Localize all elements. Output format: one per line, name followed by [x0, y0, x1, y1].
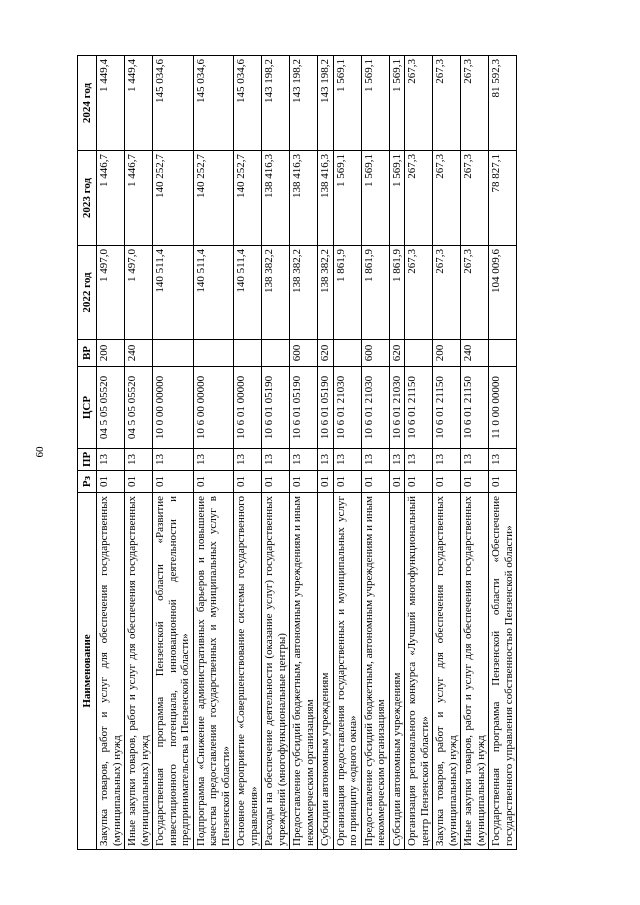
row-csr: 10 6 01 21030 [361, 367, 389, 449]
row-2024: 145 034,6 [193, 56, 234, 151]
row-2023: 1 446,7 [97, 151, 125, 246]
row-pr: 13 [234, 449, 262, 471]
row-rz: 01 [333, 471, 361, 493]
row-rz: 01 [361, 471, 389, 493]
row-vr [234, 340, 262, 367]
table-row [290, 56, 318, 850]
row-name: Иные закупки товаров, работ и услуг для обеспечения государственных (муниципальных) нужд [125, 493, 153, 850]
row-2024: 267,3 [461, 56, 489, 151]
row-vr: 620 [318, 340, 334, 367]
row-2024: 267,3 [433, 56, 461, 151]
row-2023: 138 416,3 [262, 151, 290, 246]
row-2022: 1 497,0 [97, 246, 125, 340]
row-pr: 13 [405, 449, 433, 471]
row-vr [333, 340, 361, 367]
table-row [333, 56, 361, 850]
table-row [234, 56, 262, 850]
row-vr: 200 [97, 340, 125, 367]
header-csr: ЦСР [78, 367, 97, 449]
row-2023: 140 252,7 [234, 151, 262, 246]
row-vr [262, 340, 290, 367]
row-vr: 620 [389, 340, 405, 367]
row-csr: 10 6 01 21030 [389, 367, 405, 449]
row-name: Основное мероприятие «Совершенствование системы государственного управления» [234, 493, 262, 850]
row-2022: 267,3 [433, 246, 461, 340]
row-2024: 1 449,4 [125, 56, 153, 151]
row-rz: 01 [405, 471, 433, 493]
row-rz: 01 [433, 471, 461, 493]
row-pr: 13 [97, 449, 125, 471]
row-pr: 13 [489, 449, 517, 471]
row-2023: 1 446,7 [125, 151, 153, 246]
table-row [389, 56, 405, 850]
row-2022: 140 511,4 [234, 246, 262, 340]
row-2023: 140 252,7 [193, 151, 234, 246]
row-name: Иные закупки товаров, работ и услуг для обеспечения государственных (муниципальных) нужд [461, 493, 489, 850]
row-csr: 10 6 01 05190 [262, 367, 290, 449]
table-row [489, 56, 517, 850]
row-rz: 01 [318, 471, 334, 493]
row-vr: 600 [361, 340, 389, 367]
table-row [193, 56, 234, 850]
row-vr: 200 [433, 340, 461, 367]
header-pr: ПР [78, 449, 97, 471]
row-2023: 78 827,1 [489, 151, 517, 246]
row-2024: 143 198,2 [290, 56, 318, 151]
row-pr: 13 [461, 449, 489, 471]
row-rz: 01 [461, 471, 489, 493]
row-csr: 10 6 01 05190 [318, 367, 334, 449]
table-row [361, 56, 389, 850]
row-2022: 138 382,2 [262, 246, 290, 340]
row-pr: 13 [318, 449, 334, 471]
row-vr: 240 [125, 340, 153, 367]
row-csr: 10 6 01 21150 [405, 367, 433, 449]
row-vr: 600 [290, 340, 318, 367]
row-2023: 267,3 [461, 151, 489, 246]
budget-table [77, 55, 517, 850]
row-pr: 13 [433, 449, 461, 471]
row-name: Расходы на обеспечение деятельности (оказание услуг) государственных учреждений (многофункциональные центры) [262, 493, 290, 850]
row-2022: 1 861,9 [361, 246, 389, 340]
row-csr: 10 0 00 00000 [153, 367, 194, 449]
row-csr: 04 5 05 05520 [125, 367, 153, 449]
table-row [153, 56, 194, 850]
header-2024: 2024 год [78, 56, 97, 151]
row-2022: 267,3 [405, 246, 433, 340]
row-pr: 13 [389, 449, 405, 471]
header-vr: ВР [78, 340, 97, 367]
row-2024: 81 592,3 [489, 56, 517, 151]
row-rz: 01 [290, 471, 318, 493]
row-csr: 11 0 00 00000 [489, 367, 517, 449]
row-name: Подпрограмма «Снижение административных барьеров и повышение качества предоставления государственных и муниципальных услуг в Пензенской области» [193, 493, 234, 850]
rotated-table-container [77, 56, 558, 850]
row-2024: 143 198,2 [262, 56, 290, 151]
row-2022: 140 511,4 [193, 246, 234, 340]
row-vr [405, 340, 433, 367]
header-2023: 2023 год [78, 151, 97, 246]
header-2022: 2022 год [78, 246, 97, 340]
row-csr: 04 5 05 05520 [97, 367, 125, 449]
row-vr [153, 340, 194, 367]
row-2024: 143 198,2 [318, 56, 334, 151]
row-rz: 01 [97, 471, 125, 493]
table-row [262, 56, 290, 850]
page-number: 60 [34, 446, 46, 458]
row-rz: 01 [389, 471, 405, 493]
row-2022: 1 861,9 [333, 246, 361, 340]
table-row [461, 56, 489, 850]
row-name: Субсидии автономным учреждениям [318, 493, 334, 850]
row-pr: 13 [125, 449, 153, 471]
row-vr [489, 340, 517, 367]
row-name: Предоставление субсидий бюджетным, автономным учреждениям и иным некоммерческим организациям [361, 493, 389, 850]
row-name: Государственная программа Пензенской области «Развитие инвестиционного потенциала, инновационной деятельности и предпринимательства в Пензенской области» [153, 493, 194, 850]
row-rz: 01 [193, 471, 234, 493]
row-name: Предоставление субсидий бюджетным, автономным учреждениям и иным некоммерческим организациям [290, 493, 318, 850]
row-2022: 138 382,2 [290, 246, 318, 340]
row-pr: 13 [193, 449, 234, 471]
row-2022: 140 511,4 [153, 246, 194, 340]
row-2024: 1 569,1 [389, 56, 405, 151]
row-rz: 01 [125, 471, 153, 493]
row-csr: 10 6 01 00000 [234, 367, 262, 449]
row-csr: 10 6 00 00000 [193, 367, 234, 449]
table-row [97, 56, 125, 850]
row-name: Субсидии автономным учреждениям [389, 493, 405, 850]
row-csr: 10 6 01 21030 [333, 367, 361, 449]
row-2023: 1 569,1 [389, 151, 405, 246]
row-2022: 1 861,9 [389, 246, 405, 340]
row-2022: 138 382,2 [318, 246, 334, 340]
row-vr: 240 [461, 340, 489, 367]
row-csr: 10 6 01 21150 [461, 367, 489, 449]
row-2023: 1 569,1 [361, 151, 389, 246]
row-rz: 01 [153, 471, 194, 493]
row-2023: 267,3 [433, 151, 461, 246]
row-name: Организация регионального конкурса «Лучший многофункциональный центр Пензенской области» [405, 493, 433, 850]
row-2024: 145 034,6 [234, 56, 262, 151]
header-name: Наименование [78, 493, 97, 850]
row-2024: 1 449,4 [97, 56, 125, 151]
row-name: Государственная программа Пензенской области «Обеспечение государственного управления собственностью Пензенской области» [489, 493, 517, 850]
row-csr: 10 6 01 05190 [290, 367, 318, 449]
row-2022: 1 497,0 [125, 246, 153, 340]
row-rz: 01 [489, 471, 517, 493]
header-rz: Рз [78, 471, 97, 493]
row-2024: 145 034,6 [153, 56, 194, 151]
row-pr: 13 [290, 449, 318, 471]
row-2024: 1 569,1 [333, 56, 361, 151]
row-2023: 1 569,1 [333, 151, 361, 246]
table-row [125, 56, 153, 850]
row-2024: 1 569,1 [361, 56, 389, 151]
row-pr: 13 [262, 449, 290, 471]
row-2022: 267,3 [461, 246, 489, 340]
table-row [318, 56, 334, 850]
row-rz: 01 [262, 471, 290, 493]
row-2023: 140 252,7 [153, 151, 194, 246]
row-pr: 13 [153, 449, 194, 471]
table-row [433, 56, 461, 850]
row-name: Организация предоставления государственных и муниципальных услуг по принципу «одного окна» [333, 493, 361, 850]
row-2024: 267,3 [405, 56, 433, 151]
row-2023: 138 416,3 [318, 151, 334, 246]
row-csr: 10 6 01 21150 [433, 367, 461, 449]
row-2022: 104 009,6 [489, 246, 517, 340]
row-name: Закупка товаров, работ и услуг для обеспечения государственных (муниципальных) нужд [97, 493, 125, 850]
table-row [405, 56, 433, 850]
row-rz: 01 [234, 471, 262, 493]
table-header-row [78, 56, 97, 850]
row-2023: 267,3 [405, 151, 433, 246]
row-2023: 138 416,3 [290, 151, 318, 246]
row-vr [193, 340, 234, 367]
row-pr: 13 [333, 449, 361, 471]
row-name: Закупка товаров, работ и услуг для обеспечения государственных (муниципальных) нужд [433, 493, 461, 850]
row-pr: 13 [361, 449, 389, 471]
